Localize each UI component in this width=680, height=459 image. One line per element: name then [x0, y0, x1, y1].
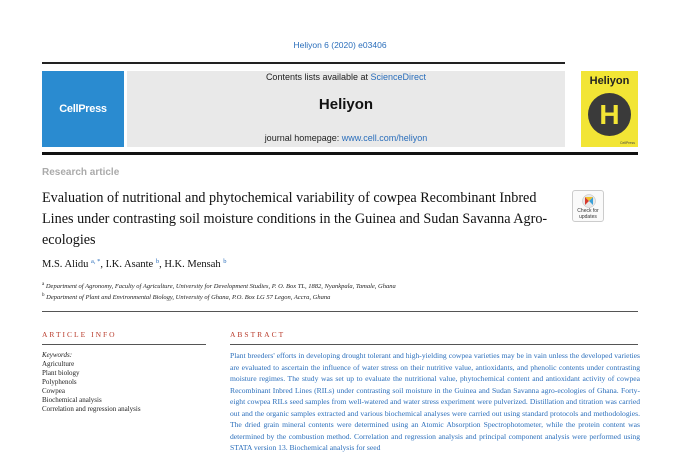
article-info-rule: [42, 344, 206, 345]
affiliation-text: Department of Agronomy, Faculty of Agriculture, University for Development Studies, P. O. Box TL, 1882, Nyankpala, Tamale, Ghana: [45, 283, 396, 291]
contents-line: [127, 72, 565, 82]
keyword-item: Cowpea: [42, 386, 65, 395]
keyword-item: Correlation and regression analysis: [42, 404, 141, 413]
keywords-label: Keywords:: [42, 351, 73, 359]
cellpress-logo: CellPress: [59, 103, 107, 115]
author-affil-mark[interactable]: a, *: [91, 258, 101, 265]
journal-header: [42, 62, 638, 154]
article-type: Research article: [42, 167, 120, 178]
author-affil-mark[interactable]: b: [223, 258, 227, 265]
crossmark-icon: [582, 194, 596, 208]
header-top-rule: [42, 62, 565, 64]
homepage-line: [127, 133, 565, 143]
affiliation-text: Department of Plant and Environmental Biology, University of Ghana, P.O. Box LG 57 Legon, Accra, Ghana: [46, 294, 331, 302]
homepage-prefix: journal homepage:: [264, 133, 340, 143]
abstract-rule: [230, 344, 638, 345]
journal-reference[interactable]: Heliyon 6 (2020) e03406: [293, 40, 387, 50]
article-info-heading: ARTICLE INFO: [42, 330, 117, 339]
crossmark-line2: updates: [579, 213, 597, 220]
affiliation-a: [42, 282, 396, 290]
section-divider: [42, 311, 638, 312]
author-separator: ,: [100, 259, 106, 270]
crossmark-label: [573, 209, 603, 220]
cover-footer: CellPress: [620, 141, 635, 145]
contents-prefix: Contents lists available at: [265, 72, 368, 82]
abstract-heading: ABSTRACT: [230, 330, 286, 339]
author-name[interactable]: H.K. Mensah: [164, 259, 221, 270]
heliyon-h-logo-icon: [588, 93, 631, 136]
cellpress-logo-box[interactable]: [42, 71, 124, 147]
author-separator: ,: [159, 259, 165, 270]
header-bottom-rule: [42, 152, 638, 155]
check-for-updates-button[interactable]: [572, 190, 604, 222]
abstract-text: Plant breeders' efforts in developing drought tolerant and high-yielding cowpea varieties may be in vain unless the developed varieties are evaluated to ascertain the influence of water stress on their nutritive value, antioxidants, and phenolic contents under contrasting moisture regimes. The study was set up to evaluate the nutritional value, phytochemical content and antioxidant activity of cowpea Recombinant Inbred Lines (RILs) under contrasting soil moisture in the Guinea and Sudan Savanna agro-ecologies of Ghana. Forty-eight cowpea RILs seed samples from well-watered and water stress experiment were pulverized. Distillation and titration was carried out and the organic samples extracted and various biochemical analyses were carried out using standard protocols and methodologies. The dried grain mineral contents were determined using an Atomic Absorption Spectrophotometer, while the protein content was determined by the combustion method. Correlation and regression analysis and principal component analysis were performed using STATA version 13. Biochemical analysis for seed: [230, 351, 640, 452]
crossmark-line1: Check for: [577, 208, 599, 214]
author-name[interactable]: I.K. Asante: [105, 259, 154, 270]
keyword-item: Biochemical analysis: [42, 395, 102, 404]
cover-title: Heliyon: [589, 75, 630, 87]
journal-banner: [127, 71, 565, 147]
keyword-item: Plant biology: [42, 368, 80, 377]
heliyon-cover-image[interactable]: [581, 71, 638, 147]
homepage-link[interactable]: www.cell.com/heliyon: [341, 133, 428, 143]
article-title: Evaluation of nutritional and phytochemical variability of cowpea Recombinant Inbred Lines under contrasting soil moisture conditions in the Guinea and Sudan Savanna Agro-ecologies: [42, 190, 548, 248]
sciencedirect-link[interactable]: ScienceDirect: [370, 72, 427, 82]
affiliation-b: [42, 293, 330, 301]
keywords-list: [42, 360, 141, 413]
affiliation-mark: b: [42, 293, 45, 298]
author-name[interactable]: M.S. Alidu: [42, 259, 89, 270]
keyword-item: Polyphenols: [42, 377, 77, 386]
affiliation-mark: a: [42, 282, 45, 287]
cover-letter: H: [599, 99, 620, 130]
author-affil-mark[interactable]: b: [155, 258, 160, 265]
keyword-item: Agriculture: [42, 360, 75, 368]
journal-title: Heliyon: [318, 96, 374, 113]
author-list: [42, 259, 227, 270]
